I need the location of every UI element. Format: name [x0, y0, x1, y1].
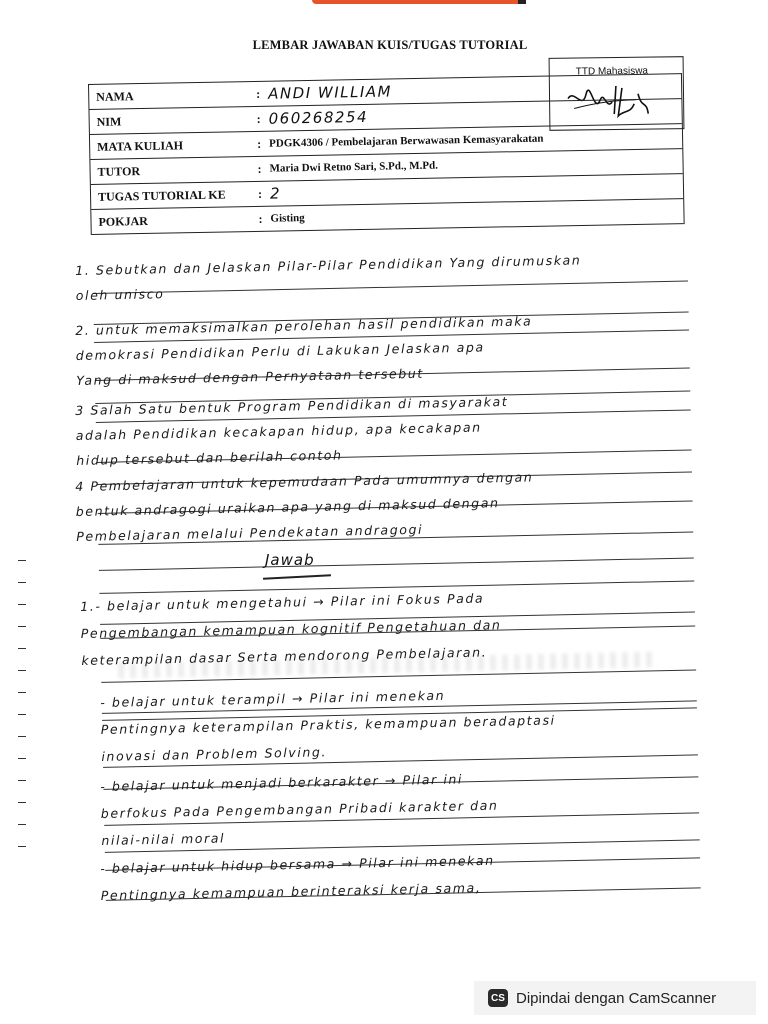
margin-tick — [18, 670, 26, 671]
question-line: 1. Sebutkan dan Jelaskan Pilar-Pilar Pendidikan Yang dirumuskan — [75, 252, 582, 278]
info-separator: : — [257, 161, 262, 176]
margin-tick — [18, 626, 26, 627]
question-line: adalah Pendidikan kecakapan hidup, apa kecakapan — [75, 419, 482, 443]
answer-block — [100, 677, 712, 771]
question-line: oleh unisco — [75, 286, 165, 303]
info-key: TUGAS TUTORIAL KE — [97, 186, 226, 204]
question-line: 3 Salah Satu bentuk Program Pendidikan di masyarakat — [75, 393, 509, 418]
question-line: hidup tersebut dan berilah contoh — [76, 447, 343, 468]
student-info-table — [88, 73, 685, 235]
margin-tick — [18, 714, 26, 715]
info-value: 060268254 — [268, 107, 369, 128]
question-line: Pembelajaran melalui Pendekatan andragogi — [76, 521, 424, 544]
info-separator: : — [256, 86, 261, 101]
info-key: MATA KULIAH — [97, 137, 184, 154]
question-line: demokrasi Pendidikan Perlu di Lakukan Jelaskan apa — [75, 339, 485, 363]
question-line: bentuk andragogi uraikan apa yang di maksud dengan — [75, 495, 500, 519]
answer-line: - belajar untuk menjadi berkarakter → Pilar ini — [100, 771, 464, 794]
answer-block — [80, 581, 692, 675]
question-block — [75, 305, 686, 393]
info-value: 2 — [269, 184, 282, 203]
question-line: 4 Pembelajaran untuk kepemudaan Pada umumnya dengan — [75, 469, 534, 494]
answer-line: Pentingnya keterampilan Praktis, kemampuan beradaptasi — [100, 712, 556, 737]
info-value: Gisting — [270, 212, 305, 225]
question-block — [75, 385, 686, 473]
info-value: ANDI WILLIAM — [268, 82, 393, 103]
margin-tick — [18, 582, 26, 583]
info-separator: : — [256, 136, 262, 151]
info-separator: : — [258, 211, 263, 226]
answer-line: nilai-nilai moral — [101, 830, 226, 848]
margin-tick — [18, 846, 26, 847]
info-key: TUTOR — [97, 163, 141, 179]
camscanner-icon: CS — [488, 989, 508, 1007]
page-title: LEMBAR JAWABAN KUIS/TUGAS TUTORIAL — [252, 38, 528, 52]
question-line: Yang di maksud dengan Pernyataan tersebut — [76, 365, 424, 388]
answer-line: 1.- belajar untuk mengetahui → Pilar ini Fokus Pada — [80, 590, 485, 614]
margin-tick — [18, 736, 26, 737]
info-key: NIM — [96, 113, 122, 129]
info-value: PDGK4306 / Pembelajaran Berwawasan Kemasyarakatan — [269, 132, 544, 150]
margin-tick — [18, 758, 26, 759]
ruled-line — [99, 557, 694, 570]
answer-line: keterampilan dasar Serta mendorong Pembelajaran. — [81, 644, 488, 668]
info-key: NAMA — [96, 88, 134, 104]
question-block — [75, 461, 686, 549]
answer-block — [100, 761, 712, 855]
answer-line: Pengembangan kemampuan kognitif Pengetahuan dan — [80, 617, 502, 641]
margin-tick — [18, 560, 26, 561]
margin-tick — [18, 648, 26, 649]
margin-tick — [18, 692, 26, 693]
answer-heading: Jawab — [265, 551, 315, 569]
answer-line: inovasi dan Problem Solving. — [101, 744, 328, 764]
margin-tick — [18, 604, 26, 605]
info-separator: : — [257, 186, 263, 201]
signature-label: TTD Mahasiswa — [575, 65, 649, 78]
answer-line: berfokus Pada Pengembangan Pribadi karakter dan — [100, 797, 499, 821]
camscanner-watermark — [474, 981, 756, 1015]
info-key: POKJAR — [98, 213, 148, 229]
answer-line: - belajar untuk terampil → Pilar ini menekan — [100, 687, 446, 710]
margin-tick — [18, 824, 26, 825]
question-line: 2. untuk memaksimalkan perolehan hasil pendidikan maka — [75, 313, 533, 338]
info-separator: : — [256, 111, 261, 126]
info-value: Maria Dwi Retno Sari, S.Pd., M.Pd. — [269, 159, 439, 175]
margin-tick — [18, 780, 26, 781]
answer-line: Pentingnya kemampuan berinteraksi kerja sama, — [100, 880, 482, 903]
margin-tick — [18, 802, 26, 803]
answer-line: - belajar untuk hidup bersama → Pilar ini menekan — [100, 852, 495, 876]
camscanner-text: Dipindai dengan CamScanner — [516, 989, 717, 1007]
